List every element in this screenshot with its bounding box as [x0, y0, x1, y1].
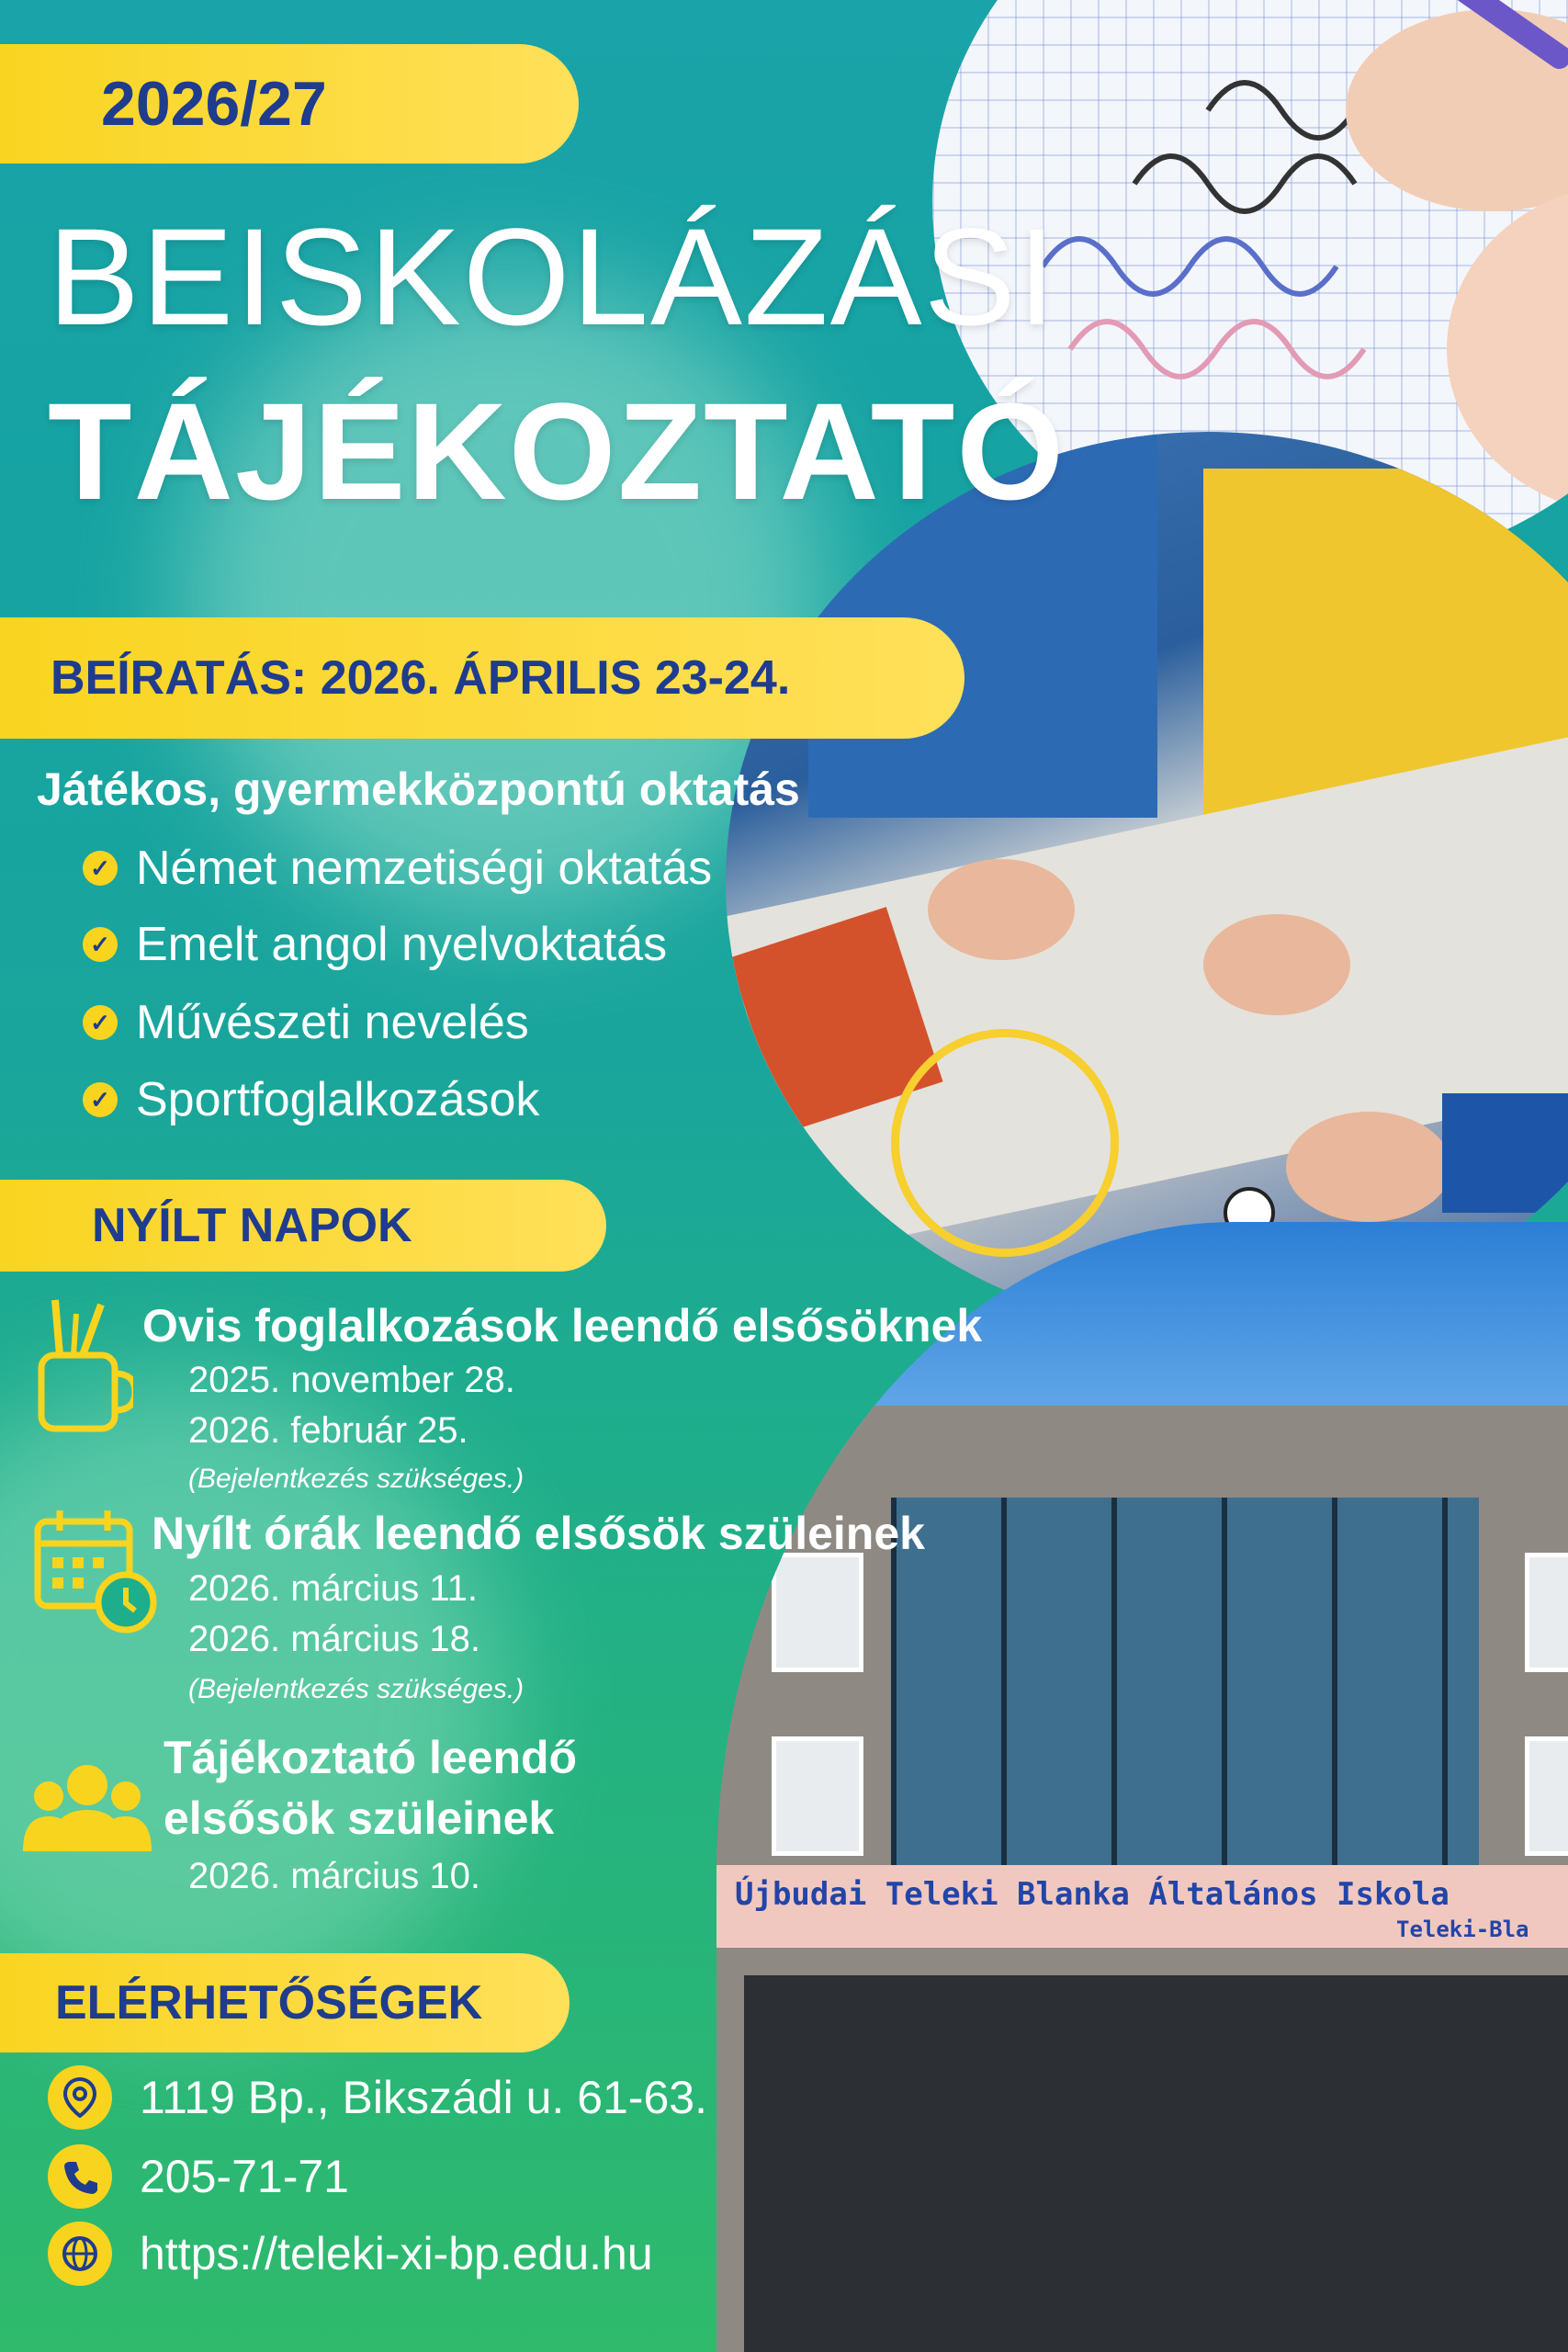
event-date: 2026. március 11. [188, 1568, 478, 1609]
website-link[interactable]: https://teleki-xi-bp.edu.hu [140, 2228, 653, 2279]
feature-item [83, 1068, 539, 1132]
feature-label: Német nemzetiségi oktatás [136, 842, 713, 895]
check-icon: ✓ [83, 1082, 118, 1117]
feature-item [83, 836, 712, 900]
school-sign-text: Újbudai Teleki Blanka Általános Iskola [735, 1876, 1450, 1913]
event-note: (Bejelentkezés szükséges.) [188, 1464, 525, 1494]
kids-illustration [726, 432, 1568, 1332]
event-date: 2026. március 10. [188, 1856, 480, 1896]
pencil-cup-icon [32, 1295, 133, 1438]
phone-icon [48, 2144, 112, 2209]
contact-website [48, 2217, 653, 2290]
event-date: 2025. november 28. [188, 1360, 515, 1400]
feature-label: Emelt angol nyelvoktatás [136, 918, 668, 971]
building-window [772, 1736, 863, 1856]
building-glass-window [891, 1498, 1479, 1865]
feature-item [83, 990, 529, 1055]
globe-icon [48, 2222, 112, 2286]
phone-text[interactable]: 205-71-71 [140, 2151, 349, 2202]
location-pin-icon [48, 2065, 112, 2130]
enrollment-banner: BEÍRATÁS: 2026. ÁPRILIS 23-24. [0, 617, 964, 739]
event-title: Ovis foglalkozások leendő elsősöknek [142, 1300, 983, 1351]
open-days-heading: NYÍLT NAPOK [0, 1180, 606, 1272]
feature-label: Sportfoglalkozások [136, 1073, 540, 1126]
building-window [1525, 1736, 1568, 1856]
title-line-1: BEISKOLÁZÁSI [48, 199, 1058, 354]
title-line-2: TÁJÉKOZTATÓ [48, 374, 1066, 528]
address-text: 1119 Bp., Bikszádi u. 61-63. [140, 2072, 707, 2123]
event-date: 2026. március 18. [188, 1619, 480, 1659]
event-title: Nyílt órák leendő elsősök szüleinek [152, 1508, 925, 1559]
check-icon: ✓ [83, 927, 118, 962]
event-note: (Bejelentkezés szükséges.) [188, 1674, 525, 1704]
contacts-heading: ELÉRHETŐSÉGEK [0, 1953, 570, 2052]
calendar-clock-icon [32, 1507, 161, 1640]
event-title: Tájékoztató leendő [164, 1732, 578, 1783]
building-window [1525, 1553, 1568, 1672]
school-entrance [744, 1975, 1568, 2352]
year-badge: 2026/27 [0, 44, 579, 164]
check-icon: ✓ [83, 1005, 118, 1040]
check-icon: ✓ [83, 851, 118, 886]
photo-kids-playing [726, 432, 1568, 1332]
contact-address [48, 2061, 707, 2134]
photo-school-building [716, 1222, 1568, 2352]
school-sign-text-2: Teleki-Bla [1396, 1917, 1529, 1942]
contact-phone [48, 2140, 349, 2213]
event-date: 2026. február 25. [188, 1410, 468, 1451]
building-window [772, 1553, 863, 1672]
people-group-icon [23, 1759, 152, 1865]
feature-item [83, 912, 667, 977]
feature-label: Művészeti nevelés [136, 996, 529, 1049]
event-title: elsősök szüleinek [164, 1792, 555, 1844]
tagline: Játékos, gyermekközpontú oktatás [37, 763, 800, 815]
